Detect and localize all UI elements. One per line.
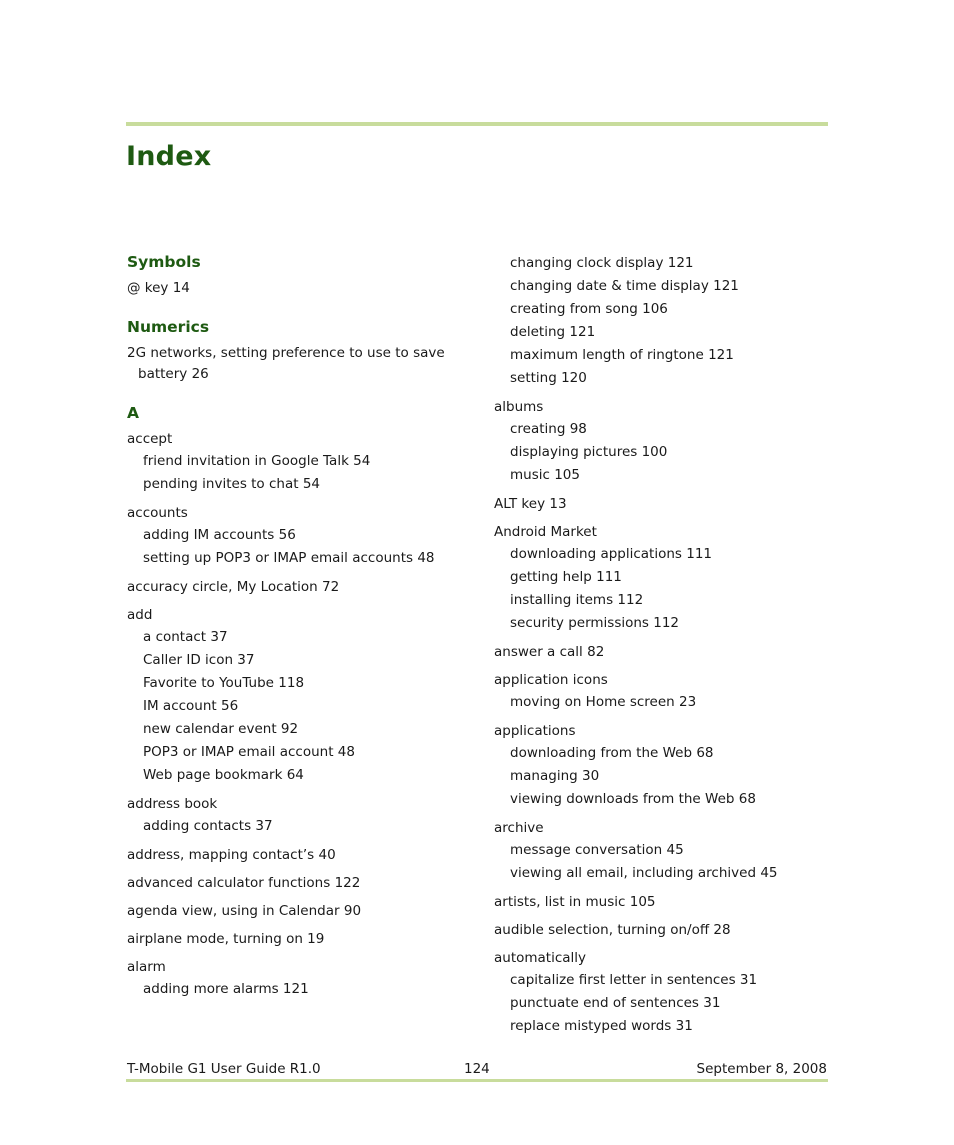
index-subentry: new calendar event 92 bbox=[143, 721, 299, 737]
index-subentry: managing 30 bbox=[510, 768, 600, 784]
index-subentry: capitalize first letter in sentences 31 bbox=[510, 972, 758, 988]
index-term: ALT key 13 bbox=[494, 496, 567, 512]
index-subentry: Web page bookmark 64 bbox=[143, 767, 304, 783]
index-subentry: security permissions 112 bbox=[510, 615, 680, 631]
index-subentry: adding contacts 37 bbox=[143, 818, 273, 834]
index-column-right bbox=[494, 252, 834, 1038]
index-column-left bbox=[127, 252, 467, 1001]
index-subentry: displaying pictures 100 bbox=[510, 444, 668, 460]
index-entry bbox=[127, 278, 467, 299]
index-entry bbox=[127, 605, 467, 787]
page-footer bbox=[127, 1060, 827, 1078]
index-term: artists, list in music 105 bbox=[494, 894, 656, 910]
bottom-rule bbox=[126, 1079, 828, 1082]
index-entry bbox=[494, 522, 834, 635]
index-subentry: pending invites to chat 54 bbox=[143, 476, 320, 492]
footer-date: September 8, 2008 bbox=[696, 1061, 827, 1077]
index-subentry: deleting 121 bbox=[510, 324, 596, 340]
index-subentry: moving on Home screen 23 bbox=[510, 694, 697, 710]
footer-page-number: 124 bbox=[464, 1061, 490, 1077]
index-subentry: downloading from the Web 68 bbox=[510, 745, 714, 761]
index-term: applications bbox=[494, 723, 576, 739]
index-term: add bbox=[127, 607, 153, 623]
index-subentry: setting 120 bbox=[510, 370, 587, 386]
index-entry bbox=[494, 818, 834, 885]
index-term: albums bbox=[494, 399, 544, 415]
index-subentry: a contact 37 bbox=[143, 629, 228, 645]
section-heading: A bbox=[127, 404, 139, 422]
index-entry bbox=[494, 252, 834, 390]
index-entry bbox=[494, 397, 834, 487]
index-entry bbox=[494, 670, 834, 714]
index-subentry: replace mistyped words 31 bbox=[510, 1018, 693, 1034]
index-term: audible selection, turning on/off 28 bbox=[494, 922, 731, 938]
index-entry bbox=[127, 577, 467, 598]
index-term: airplane mode, turning on 19 bbox=[127, 931, 325, 947]
top-rule bbox=[126, 122, 828, 126]
index-subentry: viewing downloads from the Web 68 bbox=[510, 791, 756, 807]
section-heading: Numerics bbox=[127, 318, 210, 336]
index-subentry: music 105 bbox=[510, 467, 580, 483]
index-subentry: adding more alarms 121 bbox=[143, 981, 309, 997]
index-subentry: creating from song 106 bbox=[510, 301, 668, 317]
index-term: answer a call 82 bbox=[494, 644, 605, 660]
index-term: accept bbox=[127, 431, 173, 447]
index-term: Android Market bbox=[494, 524, 597, 540]
section-heading: Symbols bbox=[127, 253, 201, 271]
index-subentry: maximum length of ringtone 121 bbox=[510, 347, 734, 363]
index-entry bbox=[127, 343, 467, 385]
index-subentry: POP3 or IMAP email account 48 bbox=[143, 744, 355, 760]
index-subentry: punctuate end of sentences 31 bbox=[510, 995, 721, 1011]
index-term: archive bbox=[494, 820, 544, 836]
index-term: alarm bbox=[127, 959, 166, 975]
index-subentry: Favorite to YouTube 118 bbox=[143, 675, 305, 691]
index-subentry: changing date & time display 121 bbox=[510, 278, 739, 294]
index-subentry: changing clock display 121 bbox=[510, 255, 694, 271]
index-term: automatically bbox=[494, 950, 587, 966]
index-term: address book bbox=[127, 796, 218, 812]
index-entry bbox=[127, 845, 467, 866]
index-entry bbox=[127, 794, 467, 838]
index-subentry: Caller ID icon 37 bbox=[143, 652, 255, 668]
index-term: advanced calculator functions 122 bbox=[127, 875, 361, 891]
index-term: address, mapping contact’s 40 bbox=[127, 847, 336, 863]
index-entry bbox=[494, 892, 834, 913]
index-entry bbox=[494, 948, 834, 1038]
index-term: accuracy circle, My Location 72 bbox=[127, 579, 340, 595]
index-entry bbox=[127, 503, 467, 570]
index-subentry: getting help 111 bbox=[510, 569, 622, 585]
index-entry bbox=[494, 494, 834, 515]
index-subentry: adding IM accounts 56 bbox=[143, 527, 296, 543]
page-title: Index bbox=[126, 141, 212, 172]
index-term: agenda view, using in Calendar 90 bbox=[127, 903, 362, 919]
index-entry bbox=[494, 642, 834, 663]
index-entry bbox=[127, 873, 467, 894]
index-entry bbox=[127, 429, 467, 496]
index-entry bbox=[127, 901, 467, 922]
index-entry bbox=[494, 920, 834, 941]
index-subentry: setting up POP3 or IMAP email accounts 48 bbox=[143, 550, 435, 566]
index-subentry: downloading applications 111 bbox=[510, 546, 713, 562]
footer-document-title: T-Mobile G1 User Guide R1.0 bbox=[127, 1061, 321, 1077]
index-term: 2G networks, setting preference to use to save battery 26 bbox=[127, 345, 445, 382]
index-entry bbox=[127, 929, 467, 950]
index-subentry: creating 98 bbox=[510, 421, 587, 437]
index-entry bbox=[127, 957, 467, 1001]
index-subentry: message conversation 45 bbox=[510, 842, 684, 858]
index-subentry: friend invitation in Google Talk 54 bbox=[143, 453, 371, 469]
index-term: @ key 14 bbox=[127, 280, 190, 296]
index-term: application icons bbox=[494, 672, 608, 688]
index-subentry: IM account 56 bbox=[143, 698, 239, 714]
index-subentry: viewing all email, including archived 45 bbox=[510, 865, 778, 881]
index-term: accounts bbox=[127, 505, 188, 521]
index-entry bbox=[494, 721, 834, 811]
index-subentry: installing items 112 bbox=[510, 592, 644, 608]
